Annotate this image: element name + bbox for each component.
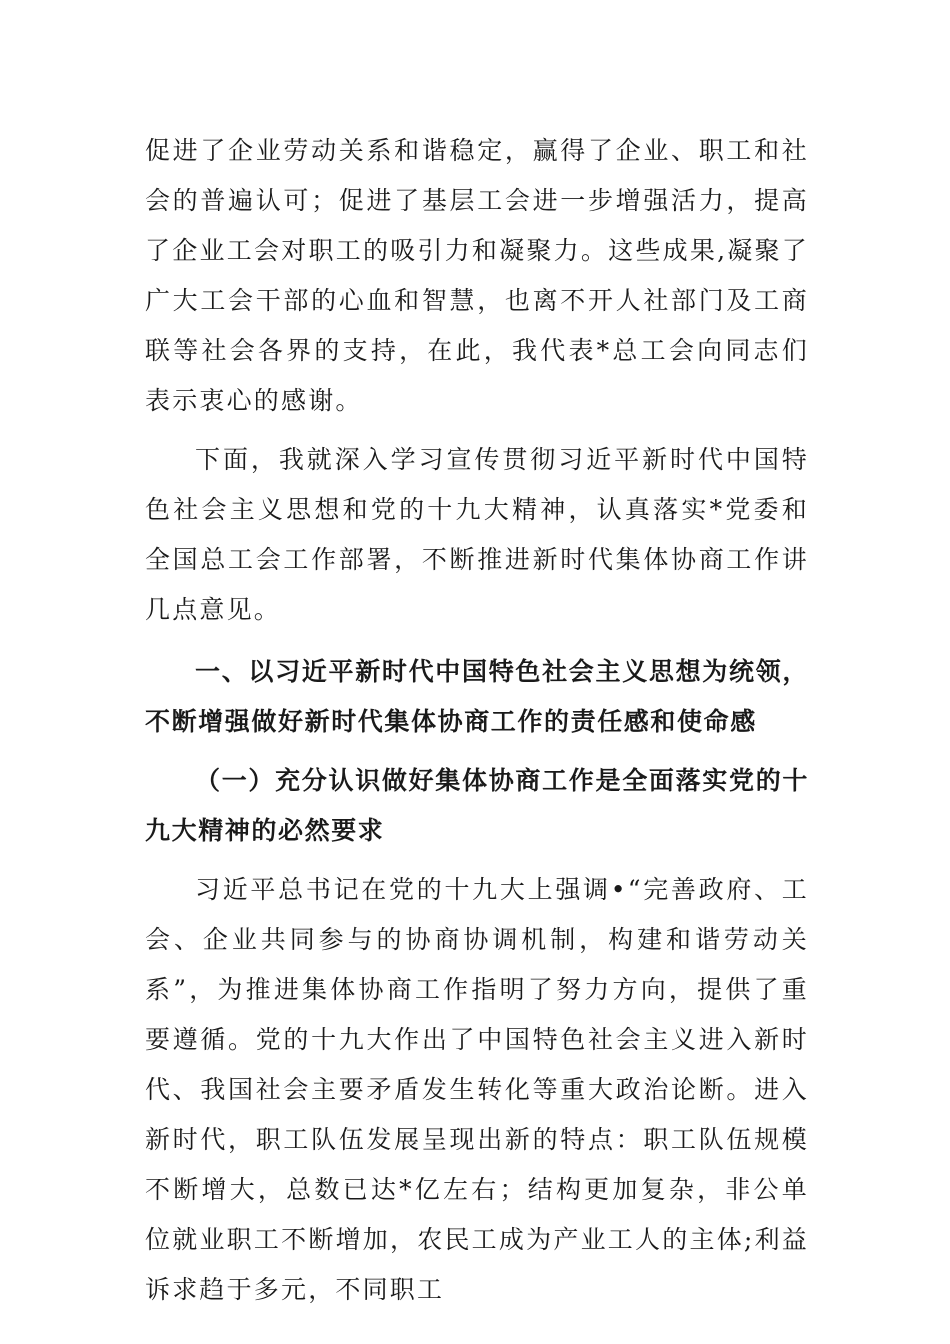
body-paragraph-continued: 促进了企业劳动关系和谐稳定，赢得了企业、职工和社会的普遍认可；促进了基层工会进一步增强活力，提高了企业工会对职工的吸引力和凝聚力。这些成果,凝聚了广大工会干部的心血和智慧，也离不开人社部门及工商联等社会各界的支持，在此，我代表*总工会向同志们表示衷心的感谢。 xyxy=(145,136,809,415)
body-paragraph-intro: 下面，我就深入学习宣传贯彻习近平新时代中国特色社会主义思想和党的十九大精神，认真落实*党委和全国总工会工作部署，不断推进新时代集体协商工作讲几点意见。 xyxy=(145,445,809,624)
subsection-heading: （一）充分认识做好集体协商工作是全面落实党的十九大精神的必然要求 xyxy=(145,766,809,845)
section-heading: 一、以习近平新时代中国特色社会主义思想为统领，不断增强做好新时代集体协商工作的责任感和使命感 xyxy=(145,657,809,736)
document-body xyxy=(145,126,809,1324)
body-paragraph: 习近平总书记在党的十九大上强调•“完善政府、工会、企业共同参与的协商协调机制，构建和谐劳动关系”，为推进集体协商工作指明了努力方向，提供了重要遵循。党的十九大作出了中国特色社会主义进入新时代、我国社会主要矛盾发生转化等重大政治论断。进入新时代，职工队伍发展呈现出新的特点：职工队伍规模不断增大，总数已达*亿左右；结构更加复杂，非公单位就业职工不断增加，农民工成为产业工人的主体;利益诉求趋于多元，不同职工 xyxy=(145,875,809,1304)
